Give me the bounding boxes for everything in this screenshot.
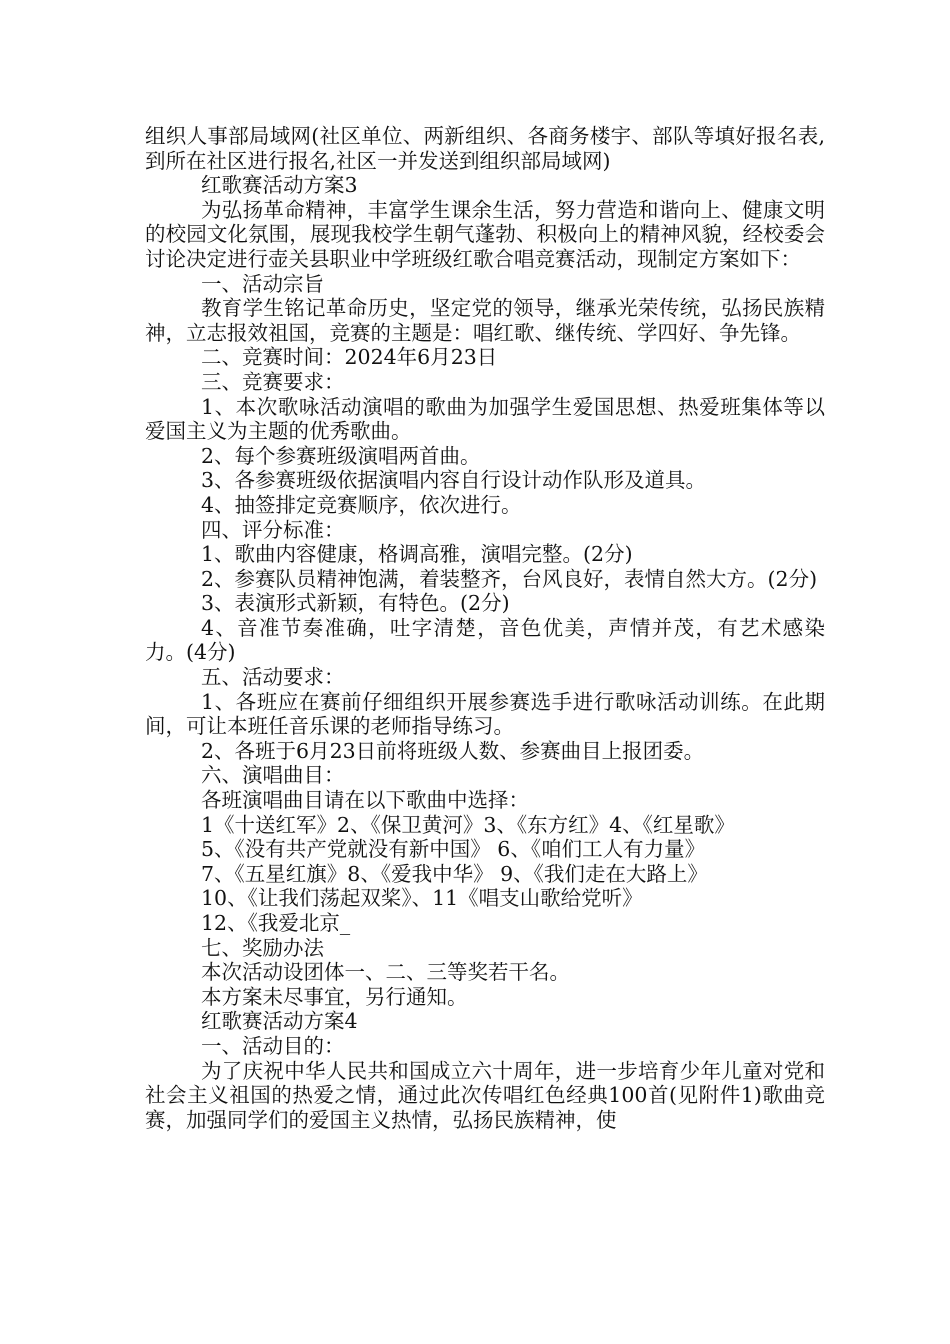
scoring-item-2: 2、参赛队员精神饱满，着装整齐，台风良好，表情自然大方。(2分) [201, 566, 818, 591]
song-list-line-1: 1《十送红军》2、《保卫黄河》3、《东方红》4、《红星歌》 [201, 812, 735, 837]
scoring-item-1: 1、歌曲内容健康，格调高雅，演唱完整。(2分) [201, 542, 633, 567]
song-list-line-4: 10、《让我们荡起双桨》、11《唱支山歌给党听》 [201, 886, 643, 911]
requirement-item-3: 3、各参赛班级依据演唱内容自行设计动作队形及道具。 [201, 468, 707, 493]
song-list-line-5: 12、《我爱北京_ [201, 911, 351, 935]
activity-requirement-1: 1、各班应在赛前仔细组织开展参赛选手进行歌咏活动训练。在此期间，可让本班任音乐课的老师指导练习。 [145, 689, 825, 739]
section-title-plan-4: 红歌赛活动方案4 [201, 1009, 358, 1034]
song-list-intro: 各班演唱曲目请在以下歌曲中选择： [201, 788, 529, 813]
document-body [145, 124, 825, 1132]
awards-text: 本次活动设团体一、二、三等奖若干名。 [201, 960, 570, 985]
paragraph-purpose: 教育学生铭记革命历史，坚定党的领导，继承光荣传统，弘扬民族精神，立志报效祖国，竞赛的主题是：唱红歌、继传统、学四好、争先锋。 [145, 296, 825, 345]
paragraph-activity-goal: 为了庆祝中华人民共和国成立六十周年，进一步培育少年儿童对党和社会主义祖国的热爱之情，通过此次传唱红色经典100首(见附件1)歌曲竞赛，加强同学们的爱国主义热情，弘扬民族精神，使 [145, 1058, 825, 1132]
song-list-line-2: 5、《没有共产党就没有新中国》 6、《咱们工人有力量》 [201, 837, 706, 862]
song-list-line-3: 7、《五星红旗》8、《爱我中华》 9、《我们走在大路上》 [201, 861, 708, 886]
requirement-item-1: 1、本次歌咏活动演唱的歌曲为加强学生爱国思想、热爱班集体等以爱国主义为主题的优秀歌曲。 [145, 394, 825, 444]
activity-requirement-2: 2、各班于6月23日前将班级人数、参赛曲目上报团委。 [201, 738, 705, 763]
heading-competition-time: 二、竞赛时间：2024年6月23日 [201, 345, 498, 370]
closing-note: 本方案未尽事宜，另行通知。 [201, 984, 468, 1009]
scoring-item-4: 4、音准节奏准确，吐字清楚，音色优美，声情并茂，有艺术感染力。(4分) [145, 615, 825, 665]
heading-awards: 七、奖励办法 [201, 935, 324, 960]
requirement-item-2: 2、每个参赛班级演唱两首曲。 [201, 443, 481, 468]
heading-scoring-criteria: 四、评分标准： [201, 517, 345, 542]
heading-competition-requirements: 三、竞赛要求： [201, 369, 345, 394]
paragraph-intro: 为弘扬革命精神，丰富学生课余生活，努力营造和谐向上、健康文明的校园文化氛围，展现我校学生朝气蓬勃、积极向上的精神风貌，经校委会讨论决定进行壶关县职业中学班级红歌合唱竞赛活动，现制定方案如下： [145, 197, 825, 271]
heading-activity-goal: 一、活动目的： [201, 1033, 345, 1058]
paragraph-registration-note: 组织人事部局域网(社区单位、两新组织、各商务楼宇、部队等填好报名表,到所在社区进行报名,社区一并发送到组织部局域网) [145, 124, 825, 173]
heading-activity-requirements: 五、活动要求： [201, 665, 345, 690]
heading-song-list: 六、演唱曲目： [201, 763, 345, 788]
section-title-plan-3: 红歌赛活动方案3 [201, 173, 358, 198]
scoring-item-3: 3、表演形式新颖，有特色。(2分) [201, 591, 510, 616]
requirement-item-4: 4、抽签排定竞赛顺序，依次进行。 [201, 492, 522, 517]
heading-purpose: 一、活动宗旨 [201, 271, 324, 296]
